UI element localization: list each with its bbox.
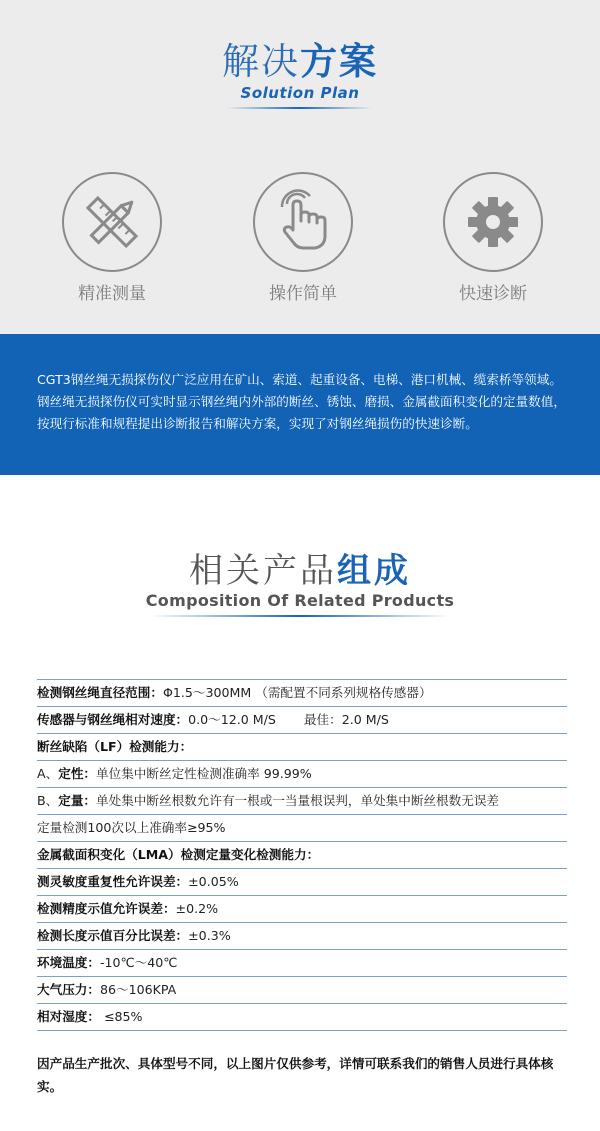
spec-row-lma-heading: 金属截面积变化（LMA）检测定量变化检测能力： <box>37 842 567 869</box>
composition-title-underline <box>150 615 450 617</box>
feature-label: 操作简单 <box>269 284 337 304</box>
feature-accurate-measure <box>62 172 162 306</box>
feature-label: 快速诊断 <box>459 284 527 304</box>
composition-subtitle: Composition Of Related Products <box>145 591 455 610</box>
spec-row-lf-heading: 断丝缺陷（LF）检测能力： <box>37 734 567 761</box>
feature-easy-operation <box>253 172 353 306</box>
spec-row-precision: 检测精度示值允许误差：±0.2% <box>37 896 567 923</box>
spec-row-length-error: 检测长度示值百分比误差：±0.3% <box>37 923 567 950</box>
spec-row-humidity: 相对湿度： ≤85% <box>37 1004 567 1031</box>
spec-row-speed: 传感器与钢丝绳相对速度：0.0～12.0 M/S 最佳：2.0 M/S <box>37 707 567 734</box>
feature-label: 精准测量 <box>78 284 146 304</box>
solution-section <box>0 0 600 334</box>
spec-row-qualitative: A、定性：单位集中断丝定性检测准确率 99.99% <box>37 761 567 788</box>
spec-row-pressure: 大气压力：86～106KPA <box>37 977 567 1004</box>
ruler-pencil-icon <box>62 172 162 272</box>
disclaimer-note: 因产品生产批次、具体型号不同，以上图片仅供参考，详情可联系我们的销售人员进行具体核实。 <box>37 1056 554 1094</box>
gear-icon <box>443 172 543 272</box>
spec-row-diameter: 检测钢丝绳直径范围：Φ1.5～300MM （需配置不同系列规格传感器） <box>37 680 567 707</box>
solution-title-underline <box>227 107 372 109</box>
spec-row-sensitivity: 测灵敏度重复性允许误差：±0.05% <box>37 869 567 896</box>
solution-subtitle: Solution Plan <box>240 84 360 102</box>
spec-row-temperature: 环境温度：-10℃～40℃ <box>37 950 567 977</box>
solution-title: 解决方案 <box>222 40 378 83</box>
description-band <box>0 334 600 475</box>
composition-title: 相关产品组成 <box>189 551 411 591</box>
hand-pointer-icon <box>253 172 353 272</box>
spec-row-accuracy: 定量检测100次以上准确率≥95% <box>37 815 567 842</box>
product-description: CGT3钢丝绳无损探伤仪广泛应用在矿山、索道、起重设备、电梯、港口机械、缆索桥等领域。钢丝绳无损探伤仪可实时显示钢丝绳内外部的断丝、锈蚀、磨损、金属截面积变化的定量数值，按现行标准和规程提出诊断报告和解决方案，实现了对钢丝绳损伤的快速诊断。 <box>37 372 566 431</box>
spec-row-quantitative: B、定量：单处集中断丝根数允许有一根或一当量根误判，单处集中断丝根数无误差 <box>37 788 567 815</box>
feature-fast-diagnosis <box>443 172 543 306</box>
spec-table <box>37 679 567 1031</box>
